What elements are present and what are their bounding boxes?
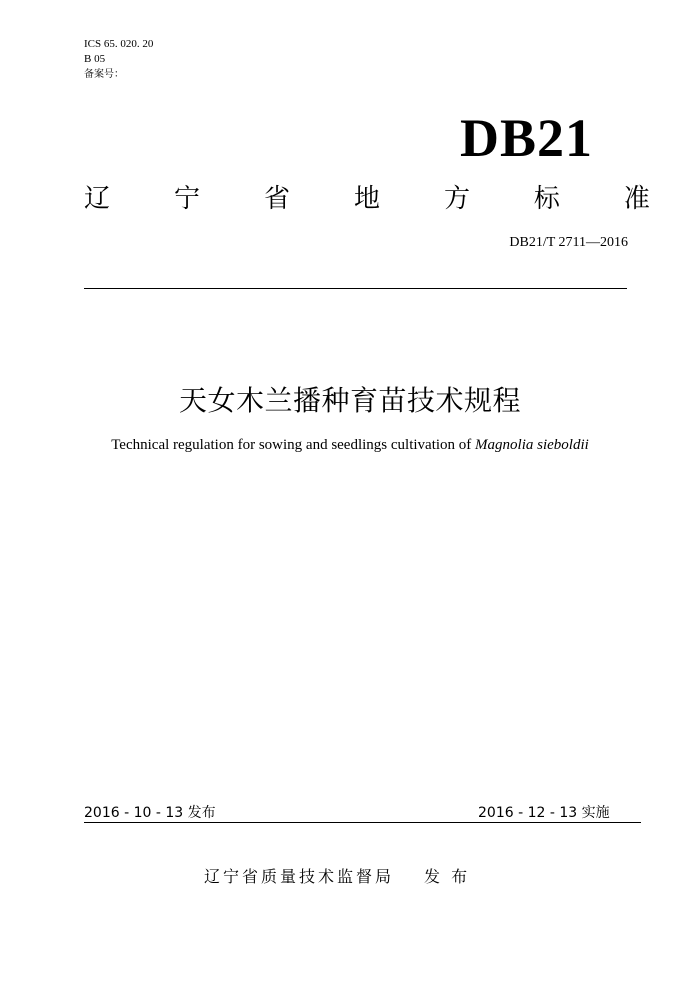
title-char: 辽 xyxy=(84,184,111,214)
document-title-en xyxy=(0,435,700,455)
title-en-species: Magnolia sieboldii xyxy=(475,437,589,453)
ics-code: ICS 65. 020. 20 xyxy=(84,38,154,50)
title-char: 宁 xyxy=(173,184,200,214)
footer-divider xyxy=(84,822,641,823)
publish-date: 2016 - 10 - 13 发布 xyxy=(84,805,216,821)
title-char: 省 xyxy=(263,184,290,214)
issuer-name: 辽宁省质量技术监督局 xyxy=(204,867,395,886)
db-logo: DB21 xyxy=(460,108,594,168)
issuer-action: 发 布 xyxy=(424,867,471,886)
classification-code: B 05 xyxy=(84,53,106,65)
standard-code: DB21/T 2711—2016 xyxy=(509,235,628,250)
issuer xyxy=(204,867,470,887)
record-number-label: 备案号： xyxy=(84,69,124,80)
title-char: 准 xyxy=(623,184,650,214)
title-char: 方 xyxy=(443,184,470,214)
header-divider xyxy=(84,288,627,289)
title-char: 标 xyxy=(533,184,560,214)
standard-type-title xyxy=(84,183,650,215)
title-char: 地 xyxy=(353,184,380,214)
implementation-date: 2016 - 12 - 13 实施 xyxy=(478,805,610,821)
title-en-main: Technical regulation for sowing and seedlings cultivation of xyxy=(111,437,476,453)
document-title-cn: 天女木兰播种育苗技术规程 xyxy=(178,384,521,417)
